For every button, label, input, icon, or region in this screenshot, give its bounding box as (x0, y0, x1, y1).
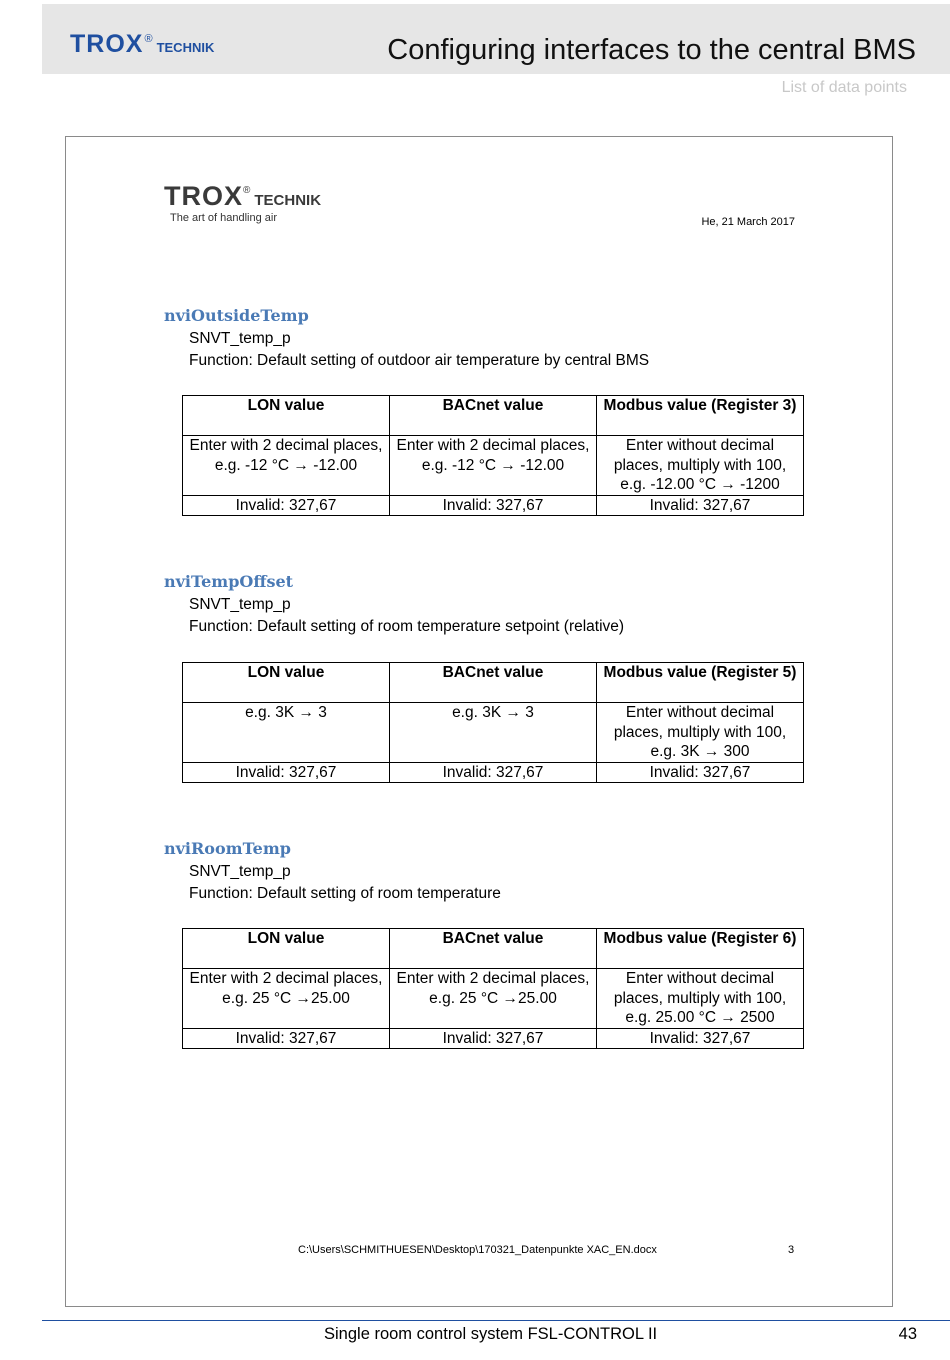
table-row (183, 969, 804, 1029)
letter-date: He, 21 March 2017 (701, 216, 795, 228)
cell-bacnet-invalid: Invalid: 327,67 (390, 762, 597, 783)
cell-modbus-invalid: Invalid: 327,67 (597, 1028, 804, 1049)
logo-registered-mark: ® (144, 33, 153, 45)
trox-logo (70, 32, 214, 57)
footer-product-name: Single room control system FSL-CONTROL II (324, 1325, 658, 1343)
header-lon: LON value (183, 929, 390, 969)
data-point-table (182, 662, 804, 783)
letter-logo-trox: TROX (164, 181, 244, 211)
cell-lon-invalid: Invalid: 327,67 (183, 762, 390, 783)
document-title: Configuring interfaces to the central BMS (387, 34, 916, 66)
section-function: Function: Default setting of room temperature (189, 885, 501, 902)
cell-lon: e.g. 3K → 3 (183, 703, 390, 763)
section-function: Function: Default setting of room temperature setpoint (relative) (189, 618, 625, 635)
cell-bacnet-invalid: Invalid: 327,67 (390, 1028, 597, 1049)
letter-logo-registered-mark: ® (243, 185, 251, 196)
header-modbus: Modbus value (Register 5) (597, 663, 804, 703)
letter-logo-technik: TECHNIK (254, 192, 322, 209)
table-row (183, 436, 804, 496)
cell-lon: Enter with 2 decimal places, e.g. -12 °C → -12.00 (183, 436, 390, 496)
section-title: nviOutsideTemp (164, 306, 309, 325)
footer-divider (42, 1320, 950, 1321)
data-point-table (182, 395, 804, 516)
table-header-row (183, 929, 804, 969)
footer-page-number: 43 (898, 1325, 917, 1343)
header-lon: LON value (183, 663, 390, 703)
cell-lon-invalid: Invalid: 327,67 (183, 1028, 390, 1049)
table-row (183, 1028, 804, 1049)
section-nvitempoffset (164, 572, 624, 638)
cell-lon: Enter with 2 decimal places, e.g. 25 °C →25.00 (183, 969, 390, 1029)
letter-footer-file-path: C:\Users\SCHMITHUESEN\Desktop\170321_Datenpunkte XAC_EN.docx (298, 1244, 657, 1256)
letter-logo-tagline: The art of handling air (170, 212, 278, 224)
cell-modbus-invalid: Invalid: 327,67 (597, 762, 804, 783)
section-type: SNVT_temp_p (189, 863, 291, 880)
header-modbus: Modbus value (Register 3) (597, 396, 804, 436)
logo-technik-text: TECHNIK (156, 40, 215, 55)
letter-logo (164, 183, 321, 224)
table-row (183, 762, 804, 783)
section-type: SNVT_temp_p (189, 596, 291, 613)
header-bacnet: BACnet value (390, 663, 597, 703)
table-header-row (183, 663, 804, 703)
cell-modbus: Enter without decimal places, multiply with 100, e.g. 25.00 °C → 2500 (597, 969, 804, 1029)
section-nvioutsidetemp (164, 306, 649, 372)
cell-bacnet: Enter with 2 decimal places, e.g. 25 °C →25.00 (390, 969, 597, 1029)
cell-bacnet-invalid: Invalid: 327,67 (390, 495, 597, 516)
document-subtitle: List of data points (781, 79, 907, 96)
cell-bacnet: e.g. 3K → 3 (390, 703, 597, 763)
section-nviroomtemp (164, 839, 501, 905)
section-function: Function: Default setting of outdoor air temperature by central BMS (189, 352, 650, 369)
letter-footer-page-number: 3 (788, 1244, 795, 1256)
cell-modbus: Enter without decimal places, multiply with 100, e.g. -12.00 °C → -1200 (597, 436, 804, 496)
section-title: nviTempOffset (164, 572, 294, 591)
data-point-table (182, 928, 804, 1049)
cell-modbus: Enter without decimal places, multiply with 100, e.g. 3K → 300 (597, 703, 804, 763)
header-modbus: Modbus value (Register 6) (597, 929, 804, 969)
section-type: SNVT_temp_p (189, 330, 291, 347)
table-header-row (183, 396, 804, 436)
table-row (183, 703, 804, 763)
logo-trox-text: TROX (70, 30, 144, 58)
cell-modbus-invalid: Invalid: 327,67 (597, 495, 804, 516)
header-bacnet: BACnet value (390, 396, 597, 436)
cell-bacnet: Enter with 2 decimal places, e.g. -12 °C → -12.00 (390, 436, 597, 496)
table-row (183, 495, 804, 516)
header-bacnet: BACnet value (390, 929, 597, 969)
section-title: nviRoomTemp (164, 839, 291, 858)
header-lon: LON value (183, 396, 390, 436)
cell-lon-invalid: Invalid: 327,67 (183, 495, 390, 516)
